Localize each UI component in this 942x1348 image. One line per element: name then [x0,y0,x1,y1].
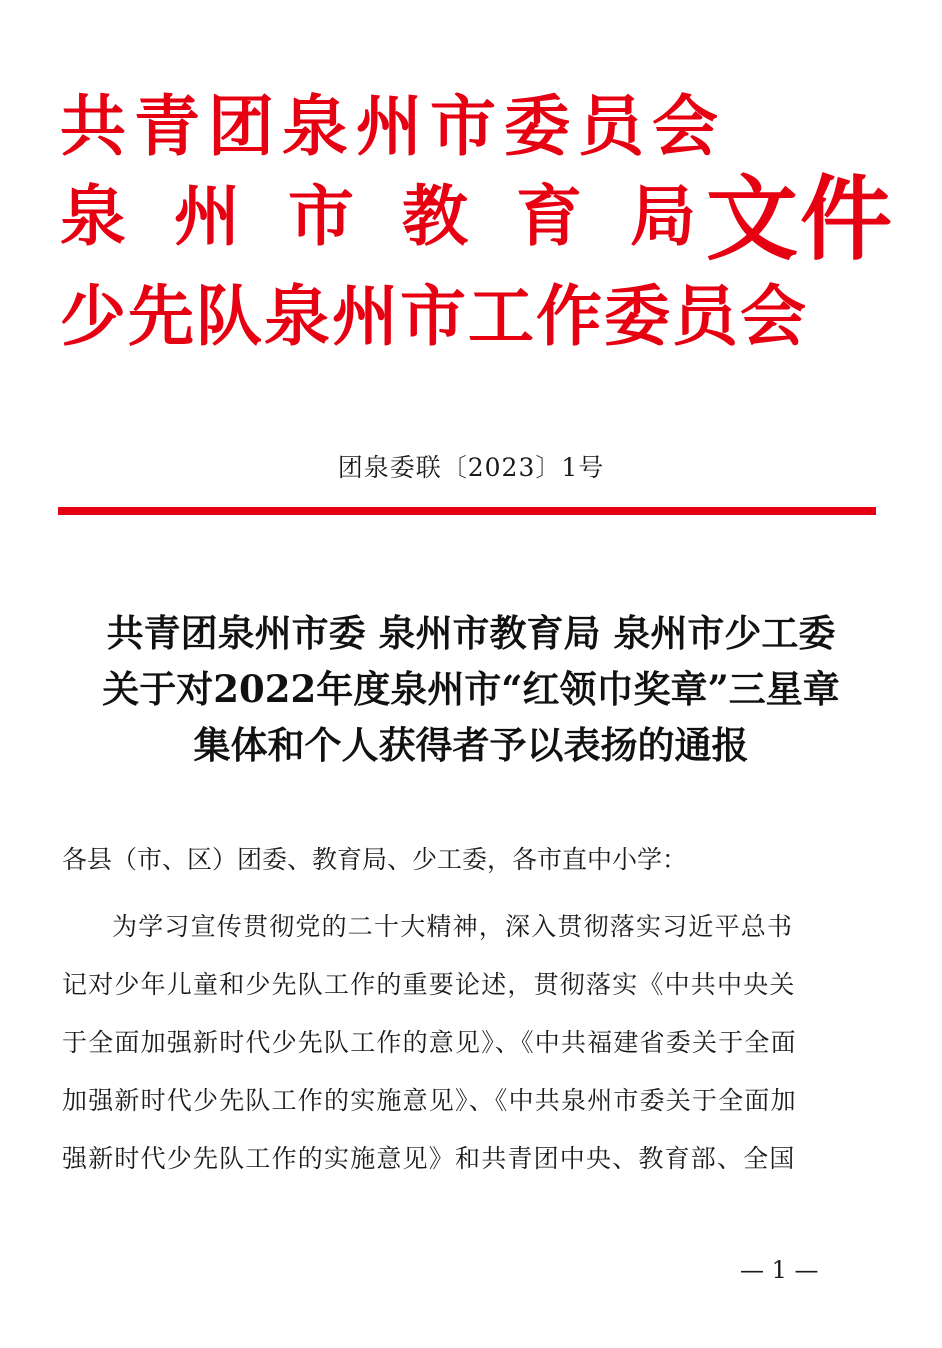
page-number: — 1 — [740,1256,819,1284]
masthead-suffix-wenjian: 文件 [706,169,895,271]
body-line-1: 为学习宣传贯彻党的二十大精神，深入贯彻落实习近平总书 [112,912,794,941]
issuer-education-bureau: 泉州市教育局 [60,181,744,254]
body-line-3: 于全面加强新时代少先队工作的意见》、《中共福建省委关于全面 [62,1028,797,1057]
body-paragraph [62,898,882,1188]
document-title [0,605,942,773]
body-line-5: 强新时代少先队工作的实施意见》和共青团中央、教育部、全国 [62,1144,796,1173]
red-masthead [0,0,942,400]
title-line-1: 共青团泉州市委 泉州市教育局 泉州市少工委 [106,611,836,655]
issuer-youth-league: 共青团泉州市委员会 [60,91,726,164]
document-number: 团泉委联〔2023〕1号 [337,453,605,482]
body-line-4: 加强新时代少先队工作的实施意见》、《中共泉州市委关于全面加 [62,1086,797,1115]
red-divider-line [58,507,876,515]
title-line-2: 关于对2022年度泉州市“红领巾奖章”三星章 [102,667,840,711]
salutation: 各县（市、区）团委、教育局、少工委，各市直中小学： [62,845,688,874]
title-line-3: 集体和个人获得者予以表扬的通报 [193,723,749,767]
body-line-2: 记对少年儿童和少先队工作的重要论述，贯彻落实《中共中央关 [62,970,796,999]
issuer-young-pioneers: 少先队泉州市工作委员会 [60,281,808,354]
